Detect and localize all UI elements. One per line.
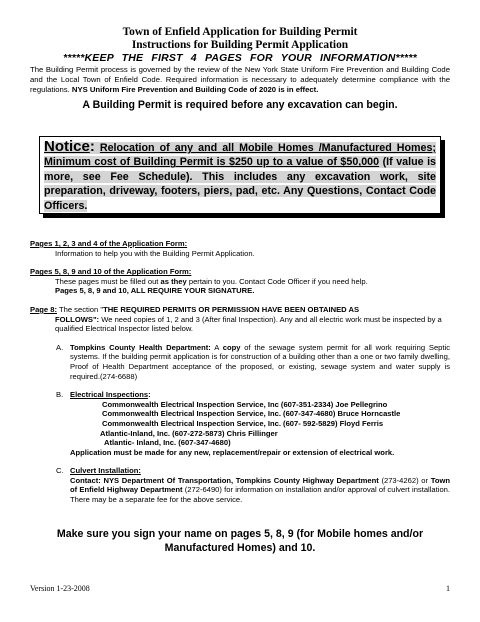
electrical-heading: Electrical Inspections (70, 390, 149, 400)
pages-1-4-text: Information to help you with the Building Permit Application. (55, 248, 255, 258)
page-8-follows (30, 315, 450, 334)
notice-min-cost: Minimum cost of Building Permit is $250 up to a value of $50,000 (44, 156, 380, 169)
signature-reminder: Make sure you sign your name on pages 5, 8, 9 (for Mobile homes and/or Manufactured Homes) and 10. (56, 528, 424, 554)
notice-label: Notice (44, 138, 90, 155)
page-8-lead-bold: THE REQUIRED PERMITS OR PERMISSION HAVE BEEN OBTAINED AS (103, 304, 360, 314)
notice-box (39, 136, 441, 214)
pages-5-10-text-c: pertain to you. Contact Code Officer if you need help. (188, 276, 368, 286)
document-title: Town of Enfield Application for Building Permit (122, 26, 358, 38)
pages-5-10-signature: Pages 5, 8, 9 and 10, ALL REQUIRE YOUR SIGNATURE. (55, 286, 255, 296)
version-label: Version 1-23-2008 (30, 584, 90, 593)
electrical-note: Application must be made for any new, replacement/repair or extension of electrical work. (70, 447, 395, 457)
health-heading: Tompkins County Health Department: (70, 342, 211, 352)
intro-code-effective: NYS Uniform Fire Prevention and Building Code of 2020 is in effect. (71, 85, 319, 94)
list-marker: A. (56, 342, 64, 352)
page-8-lead: The section " (57, 304, 104, 314)
pages-5-10-text (30, 277, 450, 287)
intro-paragraph (30, 65, 450, 95)
page-number: 1 (446, 584, 450, 593)
inspector-1: Commonwealth Electrical Inspection Service, Inc (607-351-2334) Joe Pellegrino (102, 399, 388, 409)
instructions-sections (30, 239, 450, 505)
document-subtitle: Instructions for Building Permit Application (131, 39, 349, 51)
keep-pages-notice: *****KEEP THE FIRST 4 PAGES FOR YOUR INFORMATION***** (63, 52, 417, 64)
culvert-contact: Contact: NYS Department Of Transportation, Tompkins County Highway Department (70, 475, 379, 485)
inspector-4: Atlantic-Inland, Inc. (607-272-5873) Chris Fillinger (100, 428, 278, 438)
pages-5-10-text-b: as they (160, 276, 187, 286)
inspector-5: Atlantic- Inland, Inc. (607-347-4680) (104, 438, 231, 448)
health-text-b: of the sewage system permit for all work requiring Septic systems. If the building permit application is for construction of a building other than a one or two family dwelling, Proof of Health Department acceptance of the proposed, or existing, sewage system and water supply is required.(274-6688) (70, 342, 450, 381)
list-marker: C. (56, 466, 64, 476)
page-8-paragraph (30, 305, 450, 315)
inspector-3: Commonwealth Electrical Inspection Service, Inc. (607- 592-5829) Floyd Ferris (102, 418, 384, 428)
page-8-heading: Page 8: (30, 304, 58, 314)
notice-details: (If value is more, see Fee Schedule). This includes any excavation work, site preparation, driveway, footers, piers, pad, etc. Any Questions, Contact Code Officers. (44, 156, 436, 212)
intro-text: The Building Permit process is governed by the review of the New York State Uniform Fire Prevention and Building Code and the Local Town of Enfield Code. Required information is necessary to adequately determine compliance with the regulations. (30, 65, 450, 94)
health-text-bold: copy (222, 342, 241, 352)
pages-1-4-heading: Pages 1, 2, 3 and 4 of the Application Form: (30, 239, 188, 248)
page-8-follows-text: We need copies of 1, 2 and 3 (After final Inspection). Any and all electric work must be inspected by a qualified Electrical Inspector listed below. (55, 314, 442, 334)
page-footer (30, 584, 450, 593)
culvert-text: (272-6490) for information on installation and/or approval of culvert installation. There may be a separate fee for the above service. (70, 485, 450, 505)
list-item-electrical: B. Electrical Inspections: (56, 390, 151, 400)
health-text-a: A (210, 342, 223, 352)
culvert-town: Town of Enfield Highway Department (70, 475, 451, 495)
list-item-health (56, 343, 450, 381)
page-8-follows-bold: FOLLOWS": (55, 314, 100, 324)
culvert-phone: (273-4262) or (378, 475, 431, 485)
inspector-2: Commonwealth Electrical Inspection Service, Inc. (607-347-4680) Bruce Horncastle (102, 409, 401, 419)
permit-required-statement: A Building Permit is required before any excavation can begin. (82, 99, 398, 111)
pages-5-10-text-a: These pages must be filled out (55, 276, 159, 286)
pages-5-10-heading: Pages 5, 8, 9 and 10 of the Application Form: (30, 267, 192, 277)
list-item-culvert (56, 466, 450, 504)
notice-mobile-homes: Relocation of any and all Mobile Homes /Manufactured Homes; (99, 142, 436, 154)
culvert-heading: Culvert Installation: (70, 466, 141, 476)
list-marker: B. (56, 390, 64, 400)
notice-text: Notice: Relocation of any and all Mobile Homes /Manufactured Homes; Minimum cost of Building Permit is $250 up to a value of $50,000 (If value is more, see Fee Schedule). This includes any excavation work, site preparation, driveway, footers, piers, pad, etc. Any Questions, Contact Code Officers. (44, 138, 436, 212)
